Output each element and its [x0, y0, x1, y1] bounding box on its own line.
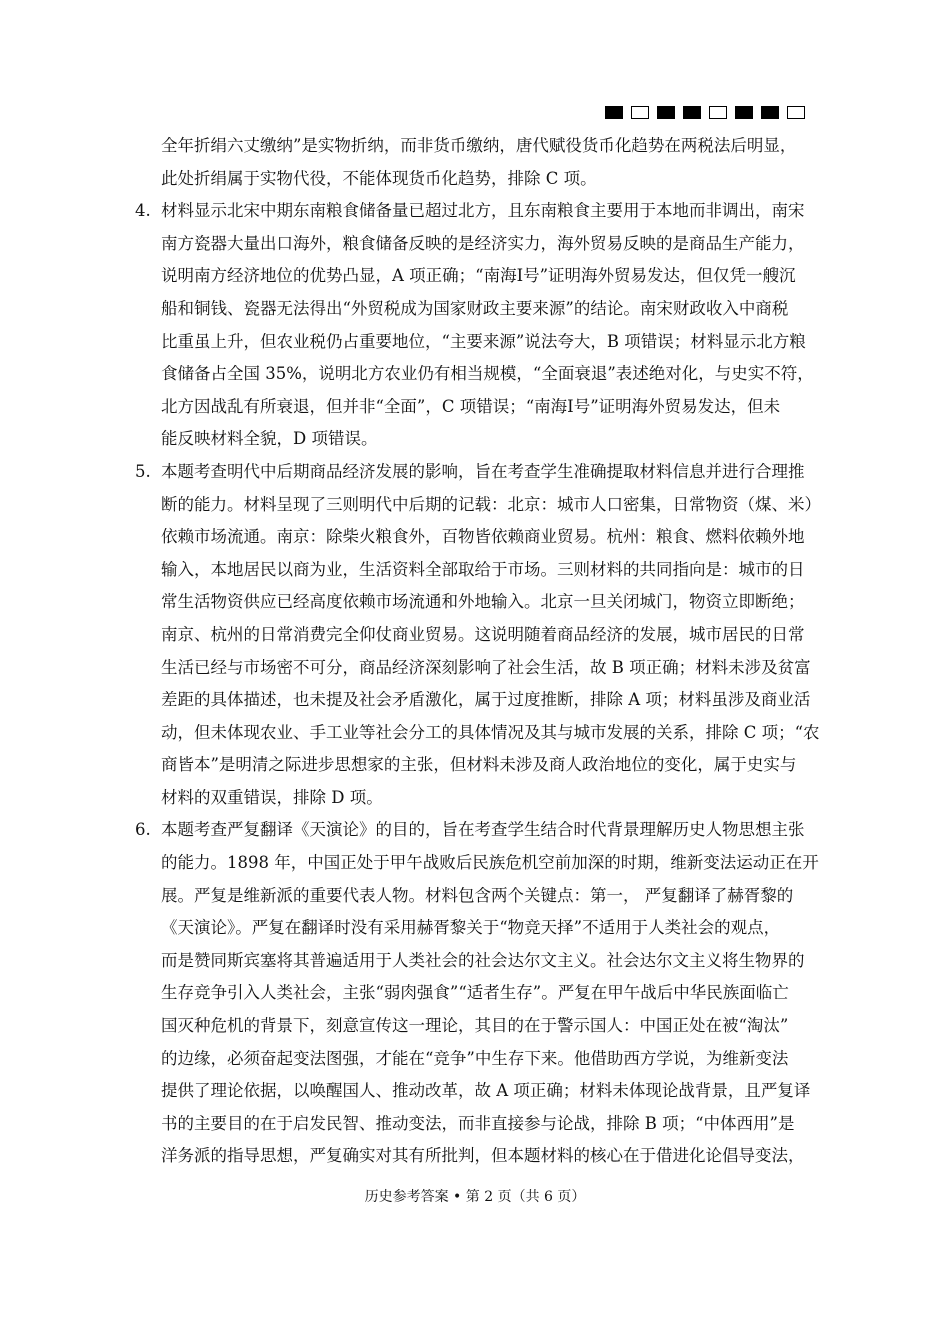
text-line: 差距的具体描述，也未提及社会矛盾激化，属于过度推断，排除 A 项；材料虽涉及商业活 — [161, 690, 811, 710]
header-marks — [605, 106, 805, 119]
item-body — [161, 814, 819, 1173]
empty-square-mark — [787, 106, 805, 119]
answer-item — [135, 456, 821, 815]
text-line: 材料显示北宋中期东南粮食储备量已超过北方，且东南粮食主要用于本地而非调出，南宋 — [161, 201, 805, 221]
text-line: 比重虽上升，但农业税仍占重要地位，“主要来源”说法夸大，B 项错误；材料显示北方粮 — [161, 331, 806, 351]
text-line: 的能力。1898 年，中国正处于甲午战败后民族危机空前加深的时期，维新变法运动正在开 — [161, 853, 819, 873]
filled-square-mark — [735, 106, 753, 119]
text-line: 本题考查严复翻译《天演论》的目的，旨在考查学生结合时代背景理解历史人物思想主张 — [161, 820, 805, 840]
text-line: 商皆本”是明清之际进步思想家的主张，但材料未涉及商人政治地位的变化，属于史实与 — [161, 755, 797, 775]
text-line: 书的主要目的在于启发民智、推动变法，而非直接参与论战，排除 B 项；“中体西用”是 — [161, 1113, 795, 1133]
text-line: 能反映材料全貌，D 项错误。 — [161, 429, 378, 449]
text-line: 的边缘，必须奋起变法图强，才能在“竞争”中生存下来。他借助西方学说，为维新变法 — [161, 1048, 789, 1068]
text-line: 《天演论》。严复在翻译时没有采用赫胥黎关于“物竞天择”不适用于人类社会的观点， — [161, 918, 781, 938]
filled-square-mark — [657, 106, 675, 119]
text-line: 输入，本地居民以商为业，生活资料全部取给于市场。三则材料的共同指向是：城市的日 — [161, 559, 805, 579]
item-body — [161, 195, 814, 456]
text-line: 此处折绢属于实物代役，不能体现货币化趋势，排除 C 项。 — [161, 168, 597, 188]
text-line: 而是赞同斯宾塞将其普遍适用于人类社会的社会达尔文主义。社会达尔文主义将生物界的 — [161, 950, 805, 970]
page-footer: 历史参考答案 • 第 2 页（共 6 页） — [364, 1189, 586, 1205]
text-line: 本题考查明代中后期商品经济发展的影响，旨在考查学生准确提取材料信息并进行合理推 — [161, 461, 805, 481]
text-line: 生存竞争引入人类社会，主张“弱肉强食”“适者生存”。严复在甲午战后中华民族面临亡 — [161, 983, 789, 1003]
text-line: 常生活物资供应已经高度依赖市场流通和外地输入。北京一旦关闭城门，物资立即断绝； — [161, 592, 805, 612]
text-line: 洋务派的指导思想，严复确实对其有所批判，但本题材料的核心在于借进化论倡导变法， — [161, 1146, 805, 1166]
text-line: 生活已经与市场密不可分，商品经济深刻影响了社会生活，故 B 项正确；材料未涉及贫富 — [161, 657, 811, 677]
answer-content — [135, 130, 821, 1173]
filled-square-mark — [761, 106, 779, 119]
text-line: 全年折绢六丈缴纳”是实物折纳，而非货币缴纳，唐代赋役货币化趋势在两税法后明显， — [161, 136, 797, 155]
text-line: 说明南方经济地位的优势凸显，A 项正确；“南海Ⅰ号”证明海外贸易发达，但仅凭一艘沉 — [161, 266, 796, 286]
text-line: 动，但未体现农业、手工业等社会分工的具体情况及其与城市发展的关系，排除 C 项；“农 — [161, 722, 820, 742]
empty-square-mark — [709, 106, 727, 119]
item-number: 5. — [135, 461, 151, 481]
answer-item — [135, 814, 819, 1173]
item-number: 4. — [135, 201, 151, 221]
text-line: 南京、杭州的日常消费完全仰仗商业贸易。这说明随着商品经济的发展，城市居民的日常 — [161, 624, 805, 644]
text-line: 船和铜钱、瓷器无法得出“外贸税成为国家财政主要来源”的结论。南宋财政收入中商税 — [161, 298, 789, 318]
filled-square-mark — [605, 106, 623, 119]
text-line: 南方瓷器大量出口海外，粮食储备反映的是经济实力，海外贸易反映的是商品生产能力， — [161, 233, 805, 253]
empty-square-mark — [631, 106, 649, 119]
answer-item — [135, 195, 815, 456]
continuation-paragraph — [135, 130, 815, 195]
text-line: 国灭种危机的背景下，刻意宣传这一理论，其目的在于警示国人：中国正处在被“淘汰” — [161, 1016, 789, 1036]
item-number: 6. — [135, 820, 151, 840]
text-line: 食储备占全国 35%，说明北方农业仍有相当规模，“全面衰退”表述绝对化，与史实不符， — [161, 364, 814, 384]
text-line: 断的能力。材料呈现了三则明代中后期的记载：北京：城市人口密集，日常物资（煤、米） — [161, 494, 821, 514]
text-line: 材料的双重错误，排除 D 项。 — [161, 787, 383, 807]
text-line: 展。严复是维新派的重要代表人物。材料包含两个关键点：第一， 严复翻译了赫胥黎的 — [161, 885, 794, 905]
item-body — [161, 456, 821, 815]
filled-square-mark — [683, 106, 701, 119]
text-line: 北方因战乱有所衰退，但并非“全面”，C 项错误；“南海Ⅰ号”证明海外贸易发达，但未 — [161, 396, 781, 416]
text-line: 依赖市场流通。南京：除柴火粮食外，百物皆依赖商业贸易。杭州：粮食、燃料依赖外地 — [161, 527, 805, 547]
text-line: 提供了理论依据，以唤醒国人、推动改革，故 A 项正确；材料未体现论战背景，且严复译 — [161, 1081, 811, 1101]
